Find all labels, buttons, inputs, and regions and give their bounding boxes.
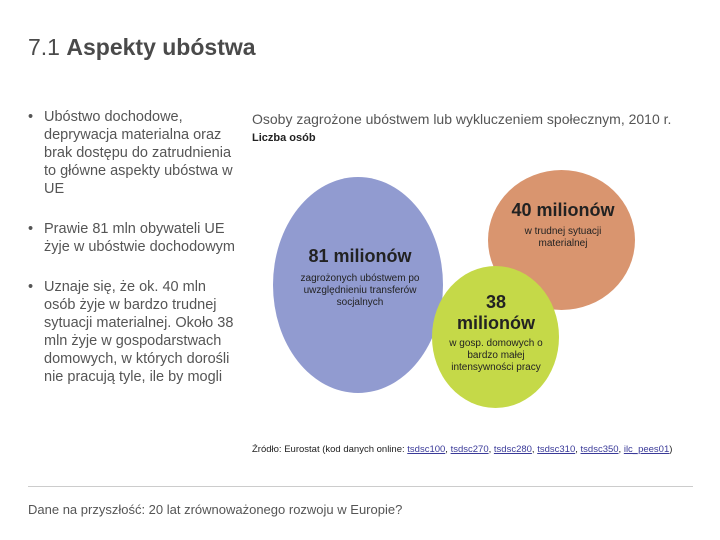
bullet-item: • Uznaje się, że ok. 40 mln osób żyje w bardzo trudnej sytuacji materialnej. Około 38 mln żyje w gospodarstwach domowych, w których dorośli nie pracują tyle, ile by mogli — [28, 278, 238, 386]
low-work-intensity-label — [446, 292, 546, 374]
slide-title-number: 7.1 — [28, 34, 60, 60]
bullet-item: • Ubóstwo dochodowe, deprywacja materialna oraz brak dostępu do zatrudnienia to główne aspekty ubóstwa w UE — [28, 108, 238, 198]
material-deprivation-label — [503, 200, 623, 250]
income-poverty-label — [290, 246, 430, 309]
material-deprivation-description: w trudnej sytuacji materialnej — [524, 226, 602, 249]
chart-title: Osoby zagrożone ubóstwem lub wykluczeniem społecznym, 2010 r. — [252, 111, 672, 127]
source-link-tsdsc280[interactable]: tsdsc280 — [493, 444, 532, 455]
source-link-tsdsc350[interactable]: tsdsc350 — [580, 444, 619, 455]
source-closing: ) — [669, 444, 673, 455]
slide-title — [28, 34, 256, 61]
low-work-intensity-value: 38 milionów — [457, 292, 535, 333]
slide-title-text: Aspekty ubóstwa — [66, 34, 256, 60]
source-link-tsdsc100[interactable]: tsdsc100 — [407, 444, 446, 455]
source-label: Źródło: — [252, 444, 282, 455]
low-work-intensity-description: w gosp. domowych o bardzo małej intensywności pracy — [449, 338, 543, 373]
bullet-list — [28, 108, 238, 408]
source-note: Źródło: Eurostat (kod danych online: tsdsc100, tsdsc270, tsdsc280, tsdsc310, tsdsc350, ilc_pees01) — [252, 444, 673, 455]
source-link-tsdsc270[interactable]: tsdsc270 — [450, 444, 489, 455]
footer-text: Dane na przyszłość: 20 lat zrównoważonego rozwoju w Europie? — [28, 502, 403, 517]
source-link-tsdsc310[interactable]: tsdsc310 — [537, 444, 576, 455]
income-poverty-description: zagrożonych ubóstwem po uwzględnieniu transferów socjalnych — [300, 273, 420, 308]
source-link-ilc-pees01[interactable]: ilc_pees01 — [623, 444, 670, 455]
footer-divider — [28, 486, 693, 487]
bullet-item: • Prawie 81 mln obywateli UE żyje w ubóstwie dochodowym — [28, 220, 238, 256]
income-poverty-value: 81 milionów — [308, 246, 412, 266]
material-deprivation-value: 40 milionów — [511, 200, 615, 220]
chart-subtitle: Liczba osób — [252, 132, 316, 144]
source-text: Eurostat (kod danych online: — [284, 444, 405, 455]
